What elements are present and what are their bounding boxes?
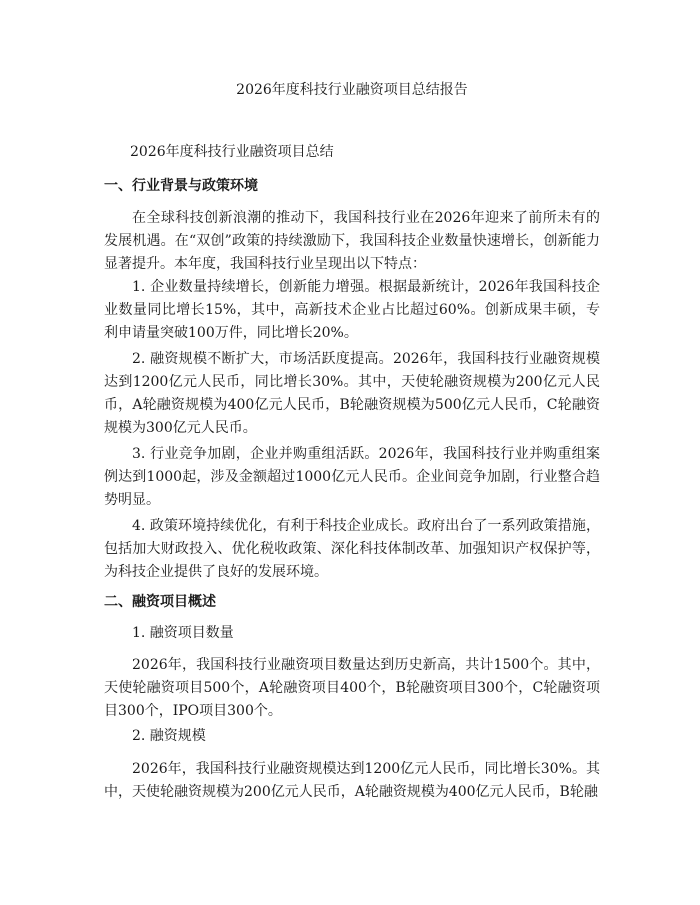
document-subtitle: 2026年度科技行业融资项目总结 [130, 144, 334, 160]
section-heading-overview: 二、融资项目概述 [104, 594, 216, 610]
paragraph-intro: 在全球科技创新浪潮的推动下，我国科技行业在2026年迎来了前所未有的发展机遇。在“双创”政策的持续激励下，我国科技企业数量快速增长，创新能力显著提升。本年度，我国科技行业呈现出以下特点： [104, 210, 600, 272]
subheading-financing-scale: 2. 融资规模 [132, 728, 206, 744]
subheading-project-count: 1. 融资项目数量 [132, 625, 234, 641]
document-title: 2026年度科技行业融资项目总结报告 [236, 82, 468, 98]
paragraph-point-4: 4. 政策环境持续优化，有利于科技企业成长。政府出台了一系列政策措施，包括加大财政投入、优化税收政策、深化科技体制改革、加强知识产权保护等，为科技企业提供了良好的发展环境。 [104, 518, 600, 580]
paragraph-point-3: 3. 行业竞争加剧，企业并购重组活跃。2026年，我国科技行业并购重组案例达到1000起，涉及金额超过1000亿元人民币。企业间竞争加剧，行业整合趋势明显。 [104, 446, 600, 508]
paragraph-point-1: 1. 企业数量持续增长，创新能力增强。根据最新统计，2026年我国科技企业数量同比增长15%，其中，高新技术企业占比超过60%。创新成果丰硕，专利申请量突破100万件，同比增长20%。 [104, 279, 600, 341]
paragraph-financing-scale: 2026年，我国科技行业融资规模达到1200亿元人民币，同比增长30%。其中，天使轮融资规模为200亿元人民币，A轮融资规模为400亿元人民币，B轮融 [104, 761, 600, 800]
paragraph-point-2: 2. 融资规模不断扩大，市场活跃度提高。2026年，我国科技行业融资规模达到1200亿元人民币，同比增长30%。其中，天使轮融资规模为200亿元人民币，A轮融资规模为400亿元人民币，B轮融资规模为500亿元人民币，C轮融资规模为300亿元人民币。 [104, 351, 600, 436]
paragraph-project-count: 2026年，我国科技行业融资项目数量达到历史新高，共计1500个。其中，天使轮融资项目500个，A轮融资项目400个，B轮融资项目300个，C轮融资项目300个，IPO项目300个。 [104, 657, 600, 719]
section-heading-background: 一、行业背景与政策环境 [104, 178, 258, 194]
